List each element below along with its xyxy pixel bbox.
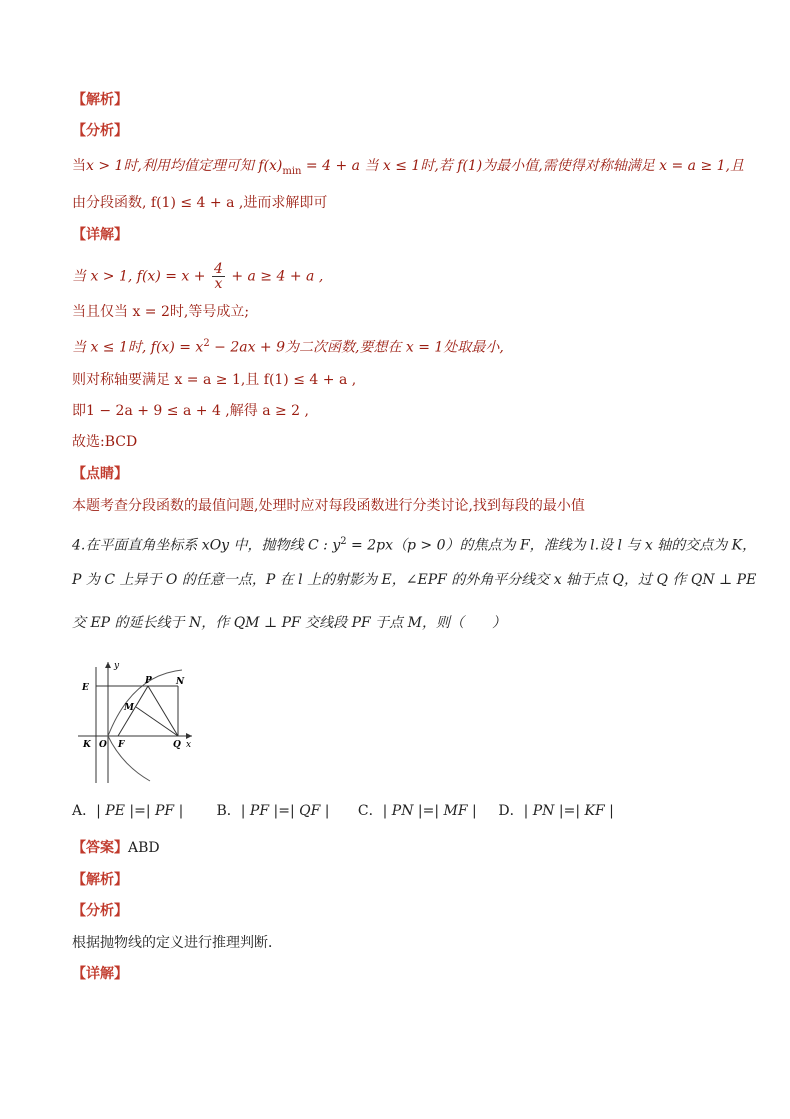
label-N: N [176,677,185,687]
fraction-4-over-x [212,262,225,291]
detail-3b: − 2ax + 9为二次函数,要想在 x = 1处取最小, [209,339,504,356]
question-4-line-1 [72,532,756,556]
q4-tag-jiexi: 【解析】 [72,872,128,888]
question-4-line-3: 交 EP 的延长线于 N，作 QM ⊥ PF 交线段 PF 于点 M，则（ ） [72,615,506,631]
q4-tag-fenxi: 【分析】 [72,903,128,919]
choice-a-letter: A． [72,803,97,819]
q4-1b: = 2px（p > 0）的焦点为 F，准线为 l.设 l 与 x 轴的交点为 K， [346,537,757,554]
answer-tag: 【答案】 [72,840,128,856]
analysis-min: min [282,165,302,177]
label-x: x [186,740,192,750]
answer-value: ABD [128,840,160,856]
choice-b-text: | PF |=| QF | [240,803,330,819]
q4-1sup: 2 [340,536,347,547]
section-tag-dianjing: 【点睛】 [72,466,128,482]
y-axis-arrow [105,662,111,668]
q4-tag-xiangjie: 【详解】 [72,966,128,982]
label-E: E [82,683,89,693]
label-Q: Q [173,740,181,750]
x-axis-arrow [186,733,192,739]
choice-c-text: | PN |=| MF | [382,803,477,819]
analysis-rest: = 4 + a 当 x ≤ 1时,若 f(1)为最小值,需使得对称轴满足 x = a ≥ 1,且 [301,158,745,174]
label-P: P [145,676,152,686]
parabola-curve [108,670,182,781]
q4-1a: 4.在平面直角坐标系 xOy 中，抛物线 C : y [72,537,341,554]
detail-3a: 当 x ≤ 1时, f(x) = x [72,339,204,356]
segment-MQ [136,707,178,736]
analysis-line-1 [72,156,744,182]
detail-line-5: 即1 − 2a + 9 ≤ a + 4 ,解得 a ≥ 2 , [72,403,309,419]
analysis-line-2: 由分段函数, f(1) ≤ 4 + a ,进而求解即可 [72,195,328,211]
segment-PQ [148,686,178,736]
analysis-math: x > 1时,利用均值定理可知 [86,158,254,174]
dianjing-line: 本题考查分段函数的最值问题,处理时应对每段函数进行分类讨论,找到每段的最小值 [72,498,585,514]
choice-c[interactable] [358,800,494,820]
section-tag-jiexi: 【解析】 [72,92,128,108]
choice-b[interactable] [216,800,353,820]
detail-1b: + a ≥ 4 + a , [231,268,324,285]
choice-c-letter: C． [357,803,383,819]
label-K: K [83,740,91,750]
fraction-den: x [214,276,223,292]
section-tag-xiangjie: 【详解】 [72,227,128,243]
choice-d[interactable] [498,800,613,820]
label-O: O [99,740,107,750]
label-y: y [114,661,120,671]
choice-b-letter: B． [216,803,241,819]
label-M: M [124,703,134,713]
detail-line-1 [72,262,323,291]
choice-a[interactable] [72,800,212,820]
detail-1a: 当 x > 1, f(x) = x + [72,268,206,285]
parabola-figure [72,657,202,787]
q4-analysis-line: 根据抛物线的定义进行推理判断． [72,935,282,951]
label-F: F [118,740,125,750]
fraction-num: 4 [213,261,223,277]
analysis-text: 当 [72,158,86,174]
analysis-fx: f(x) [258,158,283,174]
choice-d-text: | PN |=| KF | [523,803,614,819]
answer-choices [72,800,614,820]
choice-a-text: | PE |=| PF | [96,803,184,819]
answer-line [72,838,160,858]
detail-line-4: 则对称轴要满足 x = a ≥ 1,且 f(1) ≤ 4 + a , [72,372,357,388]
detail-3sup: 2 [203,338,210,349]
detail-line-6: 故选:BCD [72,434,138,450]
detail-line-2: 当且仅当 x = 2时,等号成立; [72,304,250,320]
detail-line-3 [72,334,504,358]
question-4-line-2: P 为 C 上异于 O 的任意一点，P 在 l 上的射影为 E，∠EPF 的外角平分线交 x 轴于点 Q，过 Q 作 QN ⊥ PE [72,572,757,588]
section-tag-fenxi: 【分析】 [72,123,128,139]
choice-d-letter: D． [498,803,524,819]
